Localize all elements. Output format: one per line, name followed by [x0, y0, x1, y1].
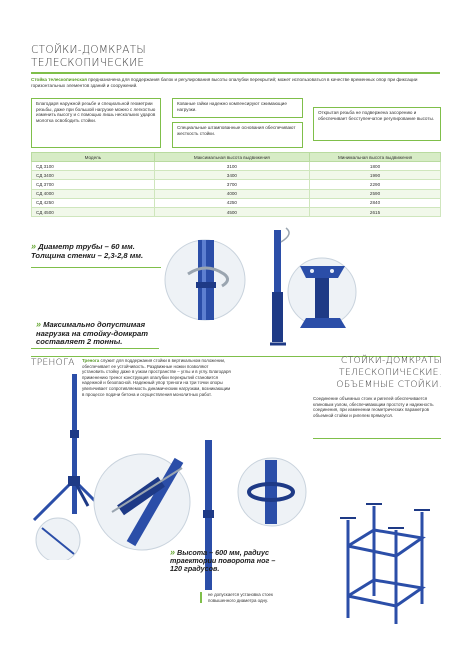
table-cell: 4000: [154, 189, 309, 198]
pipe-callout-rule: [31, 267, 161, 268]
chevron-icon: »: [31, 241, 37, 251]
frame-ledger-bottom: [348, 580, 422, 606]
feature-box-base: [172, 122, 303, 148]
section2-title-line2: ТЕЛЕСКОПИЧЕСКИЕ.: [339, 367, 442, 378]
tripod-bold: Тренога: [82, 358, 100, 363]
table-row: [32, 207, 441, 216]
section1-title-line1: СТОЙКИ-ДОМКРАТЫ: [31, 44, 146, 56]
bolt-hole: [310, 269, 314, 273]
section2-title-line3: ОБЪЕМНЫЕ СТОЙКИ.: [336, 379, 442, 390]
table-cell: СД 4500: [32, 207, 155, 216]
feature-box-nuts: [172, 98, 303, 118]
note-line1: не допускается установка стоек: [208, 592, 273, 597]
table-cell: 3400: [154, 171, 309, 180]
table-cell: 2615: [310, 207, 441, 216]
load-callout-line3: составляет 2 тонны.: [36, 337, 123, 347]
pin-detail-nut: [196, 282, 216, 288]
height-callout-line1: Высота – 600 мм, радиус: [177, 548, 269, 557]
section1-intro: [31, 77, 441, 88]
frame-illustration: [330, 500, 442, 630]
feature-text-base: Специальные штампованные основания обеспечивают жесткость стойки.: [177, 125, 296, 136]
spec-table: [31, 152, 441, 217]
spec-table-wrap: [31, 152, 441, 217]
frame-ledger-top: [348, 530, 422, 556]
table-cell: СД 3400: [32, 171, 155, 180]
table-cell: СД 4000: [32, 189, 155, 198]
intro-bold: Стойка телескопическая: [31, 77, 87, 82]
load-callout: [36, 320, 166, 347]
chevron-icon: »: [36, 319, 42, 329]
table-row: [32, 162, 441, 171]
table-cell: СД 3100: [32, 162, 155, 171]
table-cell: 4250: [154, 198, 309, 207]
table-row: [32, 171, 441, 180]
tube-highlight: [202, 240, 206, 320]
tripod-clamp: [68, 476, 80, 486]
table-cell: 2840: [310, 198, 441, 207]
table-cell: 3700: [154, 180, 309, 189]
table-cell: 1800: [310, 162, 441, 171]
section2-body: Соединение объемных стоек и ригелей обеспечивается клиновым узлом, обеспечивающим простоту и надежность соединения, при изменении геометрических параметров объемной стойки и ригелем прямоугол.: [313, 396, 434, 418]
prop-pin: [281, 228, 289, 242]
prop-tube-upper: [274, 230, 281, 300]
section1-rule: [31, 72, 440, 74]
prop-tube-lower: [272, 292, 283, 342]
coupler-tube: [265, 460, 277, 524]
section1-title: [31, 44, 271, 70]
feature-text-nuts: Кованые гайки надежно компенсируют сжимающие нагрузки.: [177, 101, 287, 112]
note-line2: повышенного диаметра одну.: [208, 597, 268, 603]
feature-box-open-thread: [313, 107, 441, 141]
feature-box-thread: [31, 98, 161, 148]
table-cell: СД 3700: [32, 180, 155, 189]
section2-rule: [313, 438, 441, 439]
bolt-hole: [330, 269, 334, 273]
table-row: [32, 189, 441, 198]
height-callout: [170, 548, 320, 574]
table-cell: 4500: [154, 207, 309, 216]
base-plate: [300, 318, 346, 328]
section2-text: [313, 396, 443, 418]
table-cell: 2590: [310, 189, 441, 198]
tripod-prop-tube: [72, 374, 77, 514]
section2-title-line1: СТОЙКИ-ДОМКРАТЫ: [340, 355, 442, 366]
table-cell: 1990: [310, 171, 441, 180]
prop-illustration: [160, 222, 360, 352]
spec-table-header-row: [32, 153, 441, 162]
spec-col-model: Модель: [32, 153, 155, 162]
spec-col-min: Минимальная высота выдвижения: [310, 153, 441, 162]
head-plate-top: [300, 266, 345, 278]
table-row: [32, 198, 441, 207]
spec-col-max: Максимальная высота выдвижения: [154, 153, 309, 162]
section1-title-line2: ТЕЛЕСКОПИЧЕСКИЕ: [31, 57, 145, 69]
tripod-prop-nut: [70, 430, 79, 438]
feature-text-open-thread: Открытая резьба не подвержена засорению и обеспечивает бесступенчатое регулирование высоты.: [318, 110, 435, 121]
feature-text-thread: Благодаря наружной резьбе и специальной геометрии резьбы, даже при большой нагрузке можно с легкостью изменить высоту и с помощью лишь нескольких ударов молотка освободить стойки.: [36, 101, 156, 123]
table-cell: 2290: [310, 180, 441, 189]
intro-text: предназначена для поддержания балок и регулирования высоты опалубки перекрытий; может использоваться в качестве временных опор при фиксации горизонтальных элементов зданий и сооружений.: [31, 77, 418, 88]
pipe-callout-line2: Толщина стенки – 2,3-2,8 мм.: [31, 250, 144, 260]
table-cell: СД 4250: [32, 198, 155, 207]
height-callout-line3: 120 градусов.: [170, 564, 220, 574]
head-plate-tube: [315, 278, 329, 322]
tripod-body: служит для поддержания стойки в вертикальном положении, обеспечивает ее устойчивость. Раздвижные ножки позволяют установить стойку даже в узком пространстве – углы и в углу. Благодаря применению треног конструкция опалубки перекрытий становится надежной и безопасной. Надежный упор треноги на три точки опоры увеличивает сопротивляемость динамическим нагрузкам, возникающим в процессе подачи бетона и осуществления монолитных работ.: [82, 358, 231, 397]
height-callout-line2: траектории поворота ног –: [170, 556, 276, 566]
table-cell: 3100: [154, 162, 309, 171]
tripod-title: ТРЕНОГА: [31, 358, 75, 368]
load-callout-line1: Максимально допустимая: [43, 320, 146, 329]
center-prop-nut: [203, 510, 214, 518]
load-callout-rule: [31, 348, 159, 349]
note-box: [200, 592, 330, 603]
section2-title: [330, 355, 442, 391]
pipe-callout-line1: Диаметр трубы – 60 мм.: [38, 242, 135, 251]
chevron-icon: »: [170, 547, 176, 557]
load-callout-line2: нагрузка на стойку-домкрат: [36, 328, 148, 338]
pipe-callout: [31, 242, 171, 260]
table-row: [32, 180, 441, 189]
